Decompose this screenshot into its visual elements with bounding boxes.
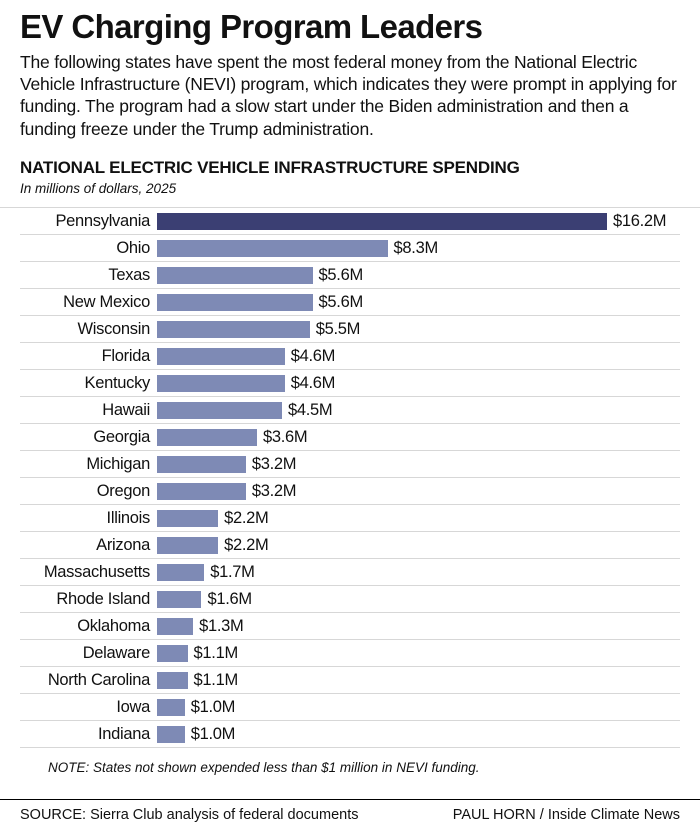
bar-track bbox=[157, 262, 680, 288]
bar-category-label: Illinois bbox=[106, 508, 150, 527]
bar-value-label: $1.7M bbox=[210, 562, 255, 581]
bar-track bbox=[157, 451, 680, 477]
bar bbox=[157, 672, 188, 689]
table-row bbox=[20, 559, 680, 586]
bar-value-label: $4.6M bbox=[290, 373, 336, 392]
bar bbox=[157, 591, 201, 608]
table-row bbox=[20, 505, 680, 532]
table-row bbox=[20, 532, 680, 559]
bar-category-label: New Mexico bbox=[63, 292, 150, 311]
chart-note: NOTE: States not shown expended less than $1 million in NEVI funding. bbox=[48, 760, 480, 776]
bar-category-label: Indiana bbox=[97, 724, 150, 743]
bar-category-label: Delaware bbox=[82, 643, 150, 662]
bar-track bbox=[157, 397, 680, 423]
bar-value-label: $5.6M bbox=[318, 292, 363, 311]
bar bbox=[157, 537, 218, 554]
header-block bbox=[0, 10, 700, 196]
table-row bbox=[20, 694, 680, 721]
bar-track bbox=[157, 316, 680, 342]
bar-track bbox=[157, 505, 680, 531]
bar-value-label: $1.3M bbox=[199, 616, 244, 635]
bar-value-label: $16.2M bbox=[613, 211, 667, 230]
table-row bbox=[20, 478, 680, 505]
table-row bbox=[20, 316, 680, 343]
table-row bbox=[20, 721, 680, 748]
bar-value-label: $5.6M bbox=[318, 265, 363, 284]
bar-track bbox=[157, 532, 680, 558]
bar-value-label: $1.0M bbox=[190, 724, 236, 743]
bar-category-label: North Carolina bbox=[47, 670, 150, 689]
bar-value-label: $4.5M bbox=[288, 400, 333, 419]
page-deck: The following states have spent the most federal money from the National Electric Vehicle Infrastructure (NEVI) program, which indicates they were prompt in applying for funding. The program had a slow start under the Biden administration and then a funding freeze under the Trump administration. bbox=[20, 51, 677, 139]
bar-category-label: Kentucky bbox=[84, 373, 150, 392]
bar-track bbox=[157, 721, 680, 747]
bar-value-label: $2.2M bbox=[224, 535, 269, 554]
bar-category-label: Oklahoma bbox=[77, 616, 150, 635]
bar-track bbox=[157, 694, 680, 720]
table-row bbox=[20, 262, 680, 289]
bar-value-label: $3.2M bbox=[251, 454, 297, 473]
table-row bbox=[20, 235, 680, 262]
table-row bbox=[20, 586, 680, 613]
bar-chart bbox=[0, 207, 700, 748]
bar-category-label: Wisconsin bbox=[77, 319, 150, 338]
bar-value-label: $3.6M bbox=[263, 427, 308, 446]
bar-track bbox=[157, 613, 680, 639]
bar-value-label: $2.2M bbox=[224, 508, 269, 527]
bar bbox=[157, 456, 246, 473]
table-row bbox=[20, 343, 680, 370]
table-row bbox=[20, 667, 680, 694]
table-row bbox=[20, 640, 680, 667]
bar bbox=[157, 402, 282, 419]
bar-track bbox=[157, 586, 680, 612]
chart-title: NATIONAL ELECTRIC VEHICLE INFRASTRUCTURE SPENDING bbox=[20, 158, 520, 178]
bar bbox=[157, 726, 185, 743]
table-row bbox=[20, 397, 680, 424]
table-row bbox=[20, 370, 680, 397]
table-row bbox=[20, 289, 680, 316]
chart-note-wrap bbox=[0, 760, 700, 775]
bar bbox=[157, 564, 204, 581]
infographic-page bbox=[0, 10, 700, 829]
bar-track bbox=[157, 667, 680, 693]
bar-value-label: $1.1M bbox=[193, 643, 238, 662]
bar-track bbox=[157, 424, 680, 450]
bar-track bbox=[157, 370, 680, 396]
bar-track bbox=[157, 208, 680, 234]
table-row bbox=[20, 451, 680, 478]
bar bbox=[157, 375, 285, 392]
bar-category-label: Iowa bbox=[116, 697, 150, 716]
bar-value-label: $1.1M bbox=[193, 670, 238, 689]
bar bbox=[157, 483, 246, 500]
bar bbox=[157, 213, 607, 230]
bar-category-label: Texas bbox=[108, 265, 150, 284]
bar-category-label: Arizona bbox=[96, 535, 150, 554]
bar-value-label: $1.0M bbox=[190, 697, 236, 716]
bar bbox=[157, 348, 285, 365]
bar-category-label: Georgia bbox=[93, 427, 150, 446]
source-line: SOURCE: Sierra Club analysis of federal documents bbox=[20, 806, 359, 823]
bar bbox=[157, 645, 188, 662]
bar-track bbox=[157, 559, 680, 585]
bar bbox=[157, 294, 313, 311]
bar bbox=[157, 618, 193, 635]
bar bbox=[157, 267, 313, 284]
bar-value-label: $3.2M bbox=[251, 481, 297, 500]
bar-category-label: Pennsylvania bbox=[55, 211, 150, 230]
table-row bbox=[20, 208, 680, 235]
bar-value-label: $8.3M bbox=[393, 238, 438, 257]
bar bbox=[157, 240, 388, 257]
bar-track bbox=[157, 289, 680, 315]
credit-line: PAUL HORN / Inside Climate News bbox=[452, 806, 680, 823]
table-row bbox=[20, 613, 680, 640]
bar-category-label: Florida bbox=[101, 346, 150, 365]
bar bbox=[157, 321, 310, 338]
bar-category-label: Massachusetts bbox=[43, 562, 150, 581]
bar-value-label: $4.6M bbox=[290, 346, 336, 365]
bar-category-label: Hawaii bbox=[102, 400, 150, 419]
footer bbox=[0, 799, 700, 829]
bar-track bbox=[157, 640, 680, 666]
bar-track bbox=[157, 235, 680, 261]
bar bbox=[157, 510, 218, 527]
bar-category-label: Rhode Island bbox=[56, 589, 150, 608]
bar-category-label: Michigan bbox=[86, 454, 150, 473]
bar-value-label: $1.6M bbox=[207, 589, 252, 608]
bar-category-label: Ohio bbox=[116, 238, 150, 257]
table-row bbox=[20, 424, 680, 451]
bar bbox=[157, 429, 257, 446]
chart-subtitle: In millions of dollars, 2025 bbox=[20, 181, 177, 197]
bar-value-label: $5.5M bbox=[315, 319, 361, 338]
page-title: EV Charging Program Leaders bbox=[20, 8, 483, 45]
bar bbox=[157, 699, 185, 716]
bar-category-label: Oregon bbox=[96, 481, 150, 500]
bar-track bbox=[157, 343, 680, 369]
bar-track bbox=[157, 478, 680, 504]
